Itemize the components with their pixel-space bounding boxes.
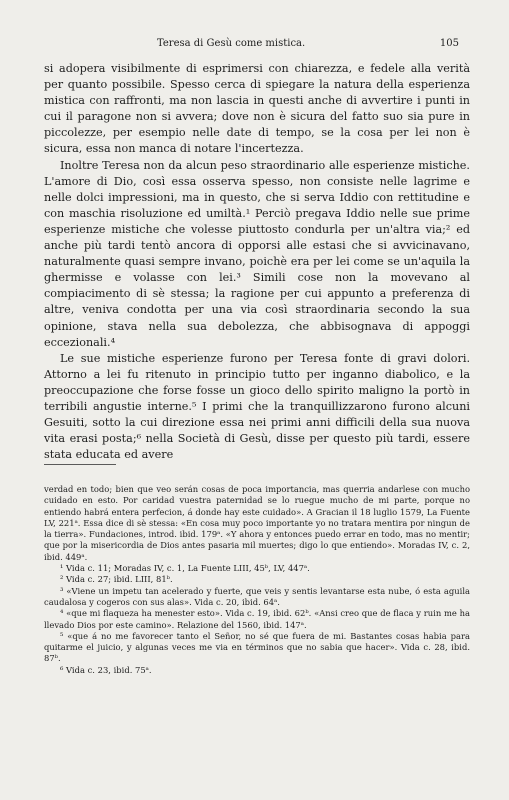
footnote-2: ² Vida c. 27; ibid. LIII, 81ᵇ. bbox=[60, 574, 173, 585]
footnote-5: ⁵ «que á no me favorecer tanto el Señor, no sé que fuera de mi. Bastantes cosas habia para quitarme el juicio, y algunas veces me via en términos que no sabia que hacer». Vida c. 28, ibid. 87ᵇ. bbox=[44, 630, 470, 664]
footnote-continuation: verdad en todo; bien que veo serán cosas de poca importancia, mas querria andarlese con mucho cuidado en esto. Por caridad vuestra paternidad se lo ruegue mucho de mi parte, porque no entiendo habrá entera perfecion, á donde hay este cuidado». A Gracian il 18 luglio 1579, La Fuente LV, 221ᵃ. Essa dice di sè stessa: «En cosa muy poco importante yo no tratara mentira por ningun de la tierra». Fundaciones, introd. ibid. 179ᵃ. «Y ahora y entonces puedo errar en todo, mas no mentir; que por la misericordia de Dios antes pasaria mil muertes; digo lo que entiendo». Moradas IV, c. 2, ibid. 449ᵃ. bbox=[44, 484, 470, 562]
footnote-3: ³ «Viene un impetu tan acelerado y fuerte, que veis y sentis levantarse esta nube, ó esta aguila caudalosa y cogeros con sus alas». Vida c. 20, ibid. 64ᵃ. bbox=[44, 585, 470, 607]
main-text bbox=[44, 61, 470, 463]
body-paragraph: Le sue mistiche esperienze furono per Teresa fonte di gravi dolori. Attorno a lei fu ritenuto in principio tutto per inganno diabolico, e la preoccupazione che forse fosse un gioco dello spirito maligno la portò in terribili angustie interne.⁵ I primi che la tranquillizzarono furono alcuni Gesuiti, sotto la cui direzione essa nei primi anni difficili della sua nuova vita erasi posta;⁶ nella Società di Gesù, disse per questo più tardi, essere stata educata ed avere bbox=[44, 351, 470, 462]
footnote-divider bbox=[44, 464, 116, 465]
page-number: 105 bbox=[439, 38, 459, 49]
footnote-1: ¹ Vida c. 11; Moradas IV, c. 1, La Fuente LIII, 45ᵇ, LV, 447ᵃ. bbox=[60, 563, 310, 574]
running-title: Teresa di Gesù come mistica. bbox=[157, 38, 306, 49]
footnote-4: ⁴ «que mi flaqueza ha menester esto». Vida c. 19, ibid. 62ᵇ. «Ansi creo que de flaca y ruin me ha llevado Dios por este camino». Relazione del 1560, ibid. 147ᵃ. bbox=[44, 608, 470, 630]
body-paragraph: si adopera visibilmente di esprimersi con chiarezza, e fedele alla verità per quanto possibile. Spesso cerca di spiegare la natura della esperienza mistica con raffronti, ma non lascia in questi anche di avvertire i punti in cui il paragone non si avvera; dove non è sicura del fatto suo sia pure in piccolezze, per esempio nelle date di tempo, se la cosa per lei non è sicura, essa non manca di notare l'incertezza. bbox=[44, 62, 470, 156]
footnote-6: ⁶ Vida c. 23, ibid. 75ᵃ. bbox=[60, 664, 152, 675]
body-paragraph: Inoltre Teresa non da alcun peso straordinario alle esperienze mistiche. L'amore di Dio, così essa osserva spesso, non consiste nelle lagrime e nelle dolci impressioni, ma in questo, che si serva Iddio con rettitudine e con maschia risoluzione ed umiltà.¹ Perciò pregava Iddio nelle sue prime esperienze mistiche che volesse piuttosto condurla per un'altra via;² ed anche più tardi tentò ancora di opporsi alle estasi che si avvicinavano, naturalmente quasi sempre invano, poichè era per lei come se un'aquila la ghermisse e volasse con lei.³ Simili cose non la movevano al compiacimento di sè stessa; la ragione per cui appunto a preferenza di altre, veniva condotta per una via così straordinaria secondo la sua opinione, stava nella sua debolezza, che abbisognava di appoggi eccezionali.⁴ bbox=[44, 158, 470, 349]
footnotes bbox=[44, 484, 470, 676]
